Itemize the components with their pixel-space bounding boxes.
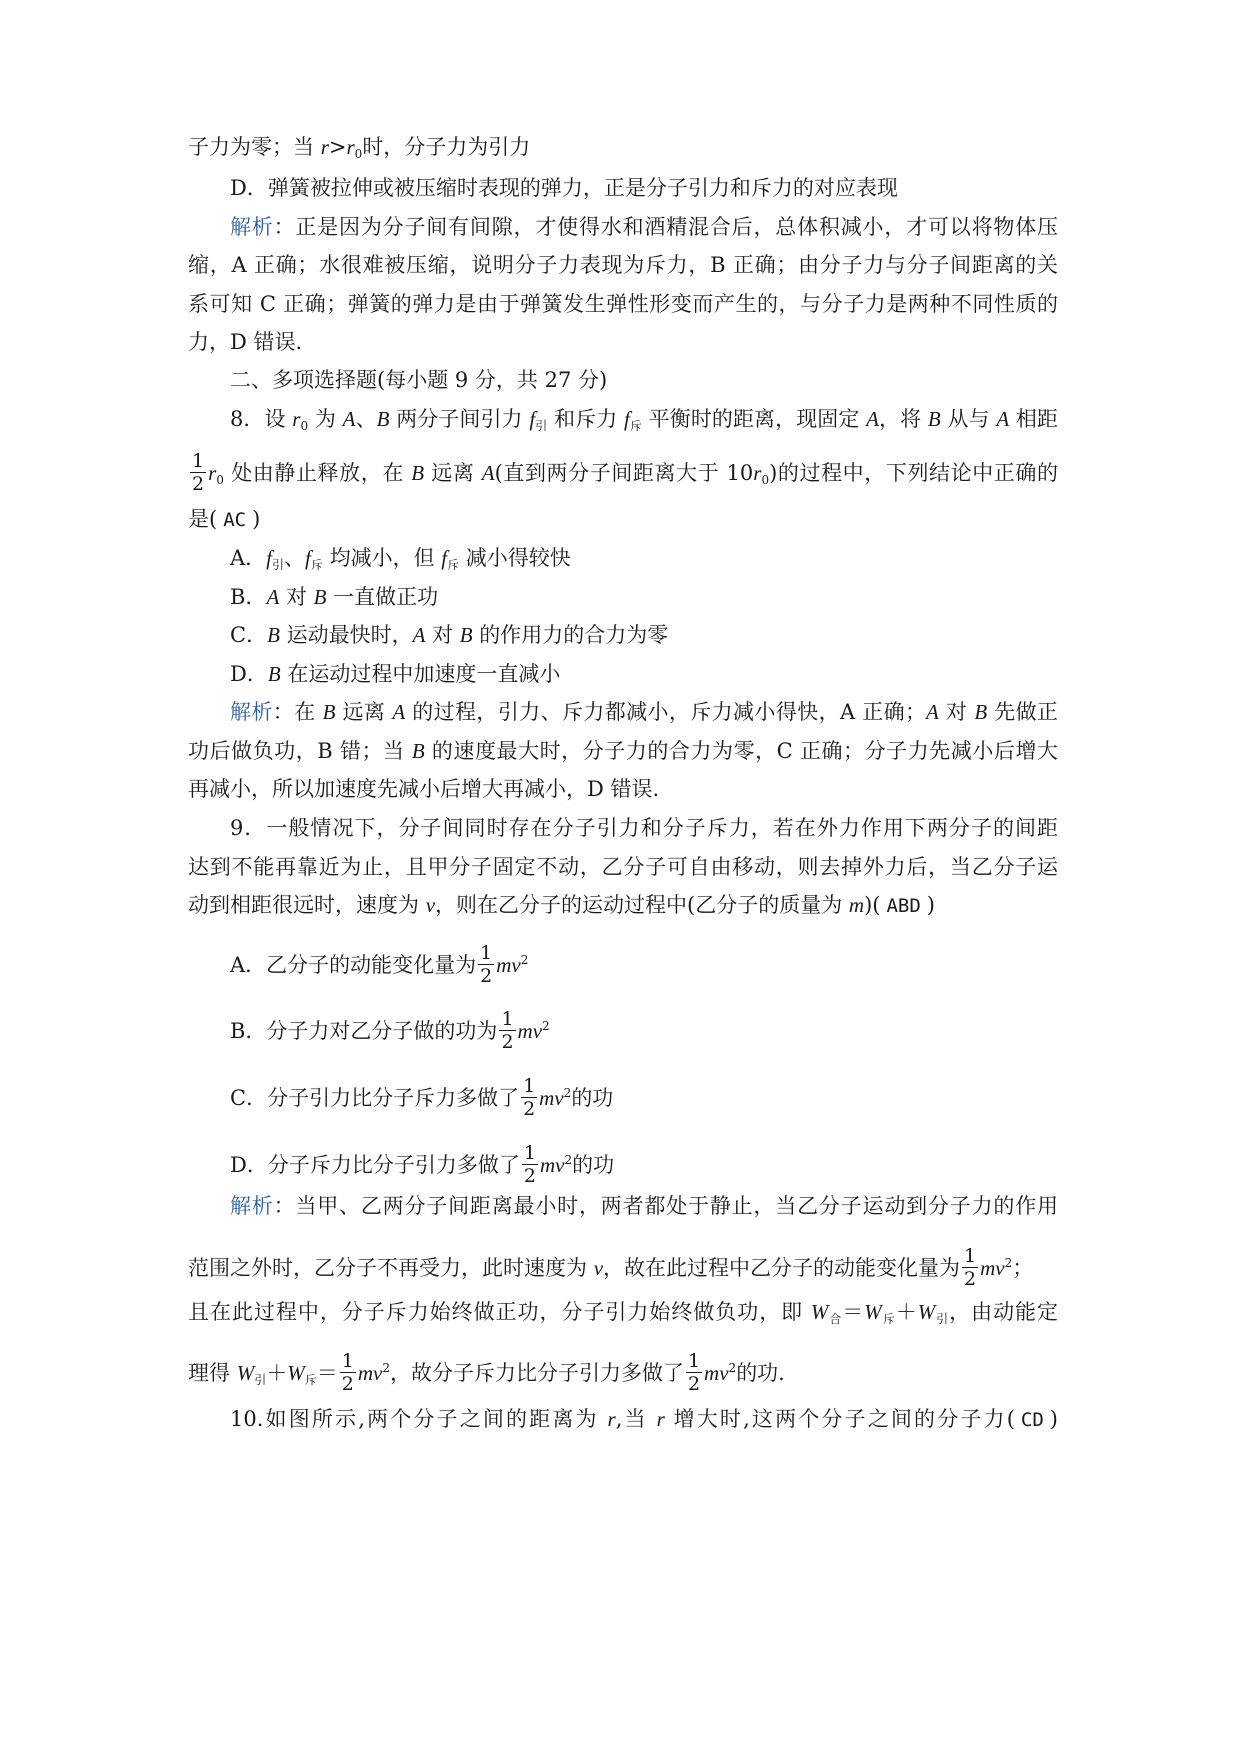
q8-line-3: 是( AC ) [188,505,1058,534]
fraction-half: $\frac{1}{2}$ [192,450,205,495]
analysis-9-line-2: 范围之外时，乙分子不再受力，此时速度为 v，故在此过程中乙分子的动能变化量为 $\frac{1}{2}$ $mv^2$； [188,1245,1034,1290]
q9-answer: ABD [886,895,921,917]
q9-option-a: A．乙分子的动能变化量为 $\frac{1}{2}$ $mv^2$ [230,942,529,987]
q8-line-2: $\frac{1}{2}$ $r_0$ 处由静止释放，在 B 远离 A(直到两分子间距离大于 $10r_0$)的过程中，下列结论中正确的 [192,450,1058,495]
analysis-7-line-2: 缩，A 正确；水很难被压缩，说明分子力表现为斥力，B 正确；由分子力与分子间距离的关 [188,253,1058,277]
analysis-9-line-3: 且在此过程中，分子斥力始终做正功，分子引力始终做负功，即 $W_合=W_斥+W_引$，由动能定 [188,1300,1059,1326]
q9-line-1: 9．一般情况下，分子间同时存在分子引力和分子斥力，若在外力作用下两分子的间距 [230,816,1058,840]
q9-line-2: 达到不能再靠近为止，且甲分子固定不动，乙分子可自由移动，则去掉外力后，当乙分子运 [188,855,1058,879]
analysis-8-line-1: 解析：在 B 远离 A 的过程，引力、斥力都减小，斥力减小得快，A 正确；A 对 B 先做正 [230,700,1058,724]
analysis-9-line-1: 解析：当甲、乙两分子间距离最小时，两者都处于静止，当乙分子运动到分子力的作用 [230,1194,1059,1218]
analysis-7-line-1: 解析：正是因为分子间有间隙，才使得水和酒精混合后，总体积减小，才可以将物体压 [230,215,1059,239]
q8-line-1: 8．设 $r_0$ 为 A、B 两分子间引力 $f_引$ 和斥力 $f_斥$ 平衡时的距离，现固定 A，将 B 从与 A 相距 [230,407,1058,433]
analysis-9-line-4: 理得 $W_引+W_斥=$ $\frac{1}{2}$ $mv^2$，故分子斥力比分子引力多做了 $\frac{1}{2}$ $mv^2$的功. [188,1350,785,1395]
q9-line-3: 动到相距很远时，速度为 v，则在乙分子的运动过程中(乙分子的质量为 m)( ABD ) [188,891,1058,920]
analysis-7-line-3: 系可知 C 正确；弹簧的弹力是由于弹簧发生弹性形变而产生的，与分子力是两种不同性质的 [188,292,1058,316]
analysis-8-line-3: 再减小，所以加速度先减小后增大再减小，D 错误. [188,777,660,801]
q8-option-d: D．B 在运动过程中加速度一直减小 [230,662,561,686]
prev-option-d: D．弹簧被拉伸或被压缩时表现的弹力，正是分子引力和斥力的对应表现 [230,176,898,200]
q8-answer: AC [223,509,247,531]
analysis-label: 解析 [230,700,273,724]
prev-option-c-tail: 子力为零；当 $r>r_0$时，分子力为引力 [188,135,531,161]
q10-line-1: 10.如图所示,两个分子之间的距离为 r,当 r 增大时,这两个分子之间的分子力( CD ) [230,1405,1058,1434]
q9-option-c: C．分子引力比分子斥力多做了 $\frac{1}{2}$ $mv^2$的功 [230,1075,614,1120]
section-header: 二、多项选择题(每小题 9 分，共 27 分) [230,368,608,392]
q8-option-b: B．A 对 B 一直做正功 [230,585,439,609]
q8-option-c: C．B 运动最快时，A 对 B 的作用力的合力为零 [230,623,669,647]
q10-answer: CD [1020,1409,1044,1431]
q9-option-d: D．分子斥力比分子引力多做了 $\frac{1}{2}$ $mv^2$的功 [230,1142,615,1187]
analysis-8-line-2: 功后做负功，B 错；当 B 的速度最大时，分子力的合力为零，C 正确；分子力先减小后增大 [188,739,1058,763]
analysis-7-line-4: 力，D 错误. [188,330,303,354]
q8-option-a: A．$f_引$、$f_斥$ 均减小，但 $f_斥$ 减小得较快 [230,546,571,572]
analysis-label: 解析 [230,1194,274,1218]
q9-option-b: B．分子力对乙分子做的功为 $\frac{1}{2}$ $mv^2$ [230,1008,550,1053]
analysis-label: 解析 [230,215,274,239]
